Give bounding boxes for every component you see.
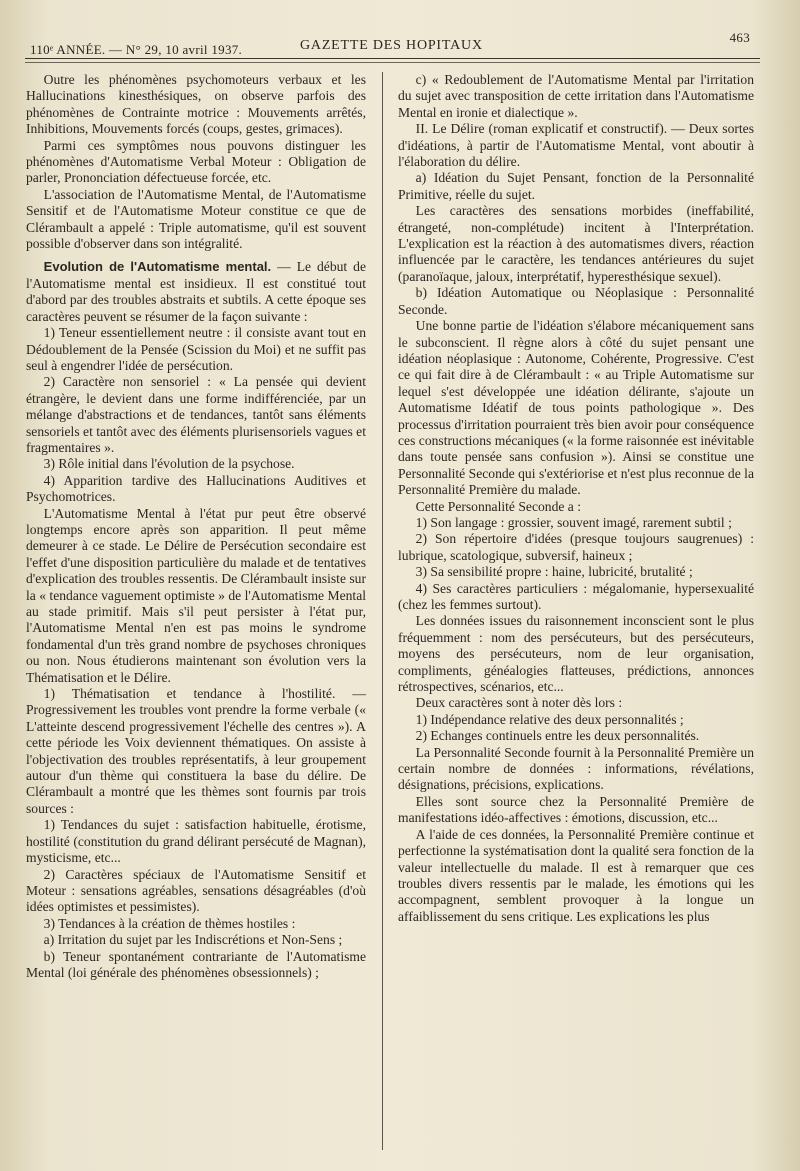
list-item: b) Teneur spontanément contrariante de l'Automatisme Mental (loi générale des phénomènes obsessionnels) ; — [26, 948, 366, 980]
paragraph: Parmi ces symptômes nous pouvons distinguer les phénomènes d'Automatisme Verbal Moteur : Obligation de parler, Prononciation défectueuse forcée, etc. — [26, 137, 366, 186]
section-paragraph — [26, 259, 366, 325]
paragraph: L'association de l'Automatisme Mental, de l'Automatisme Sensitif et de l'Automatisme Moteur constitue ce que de Clérambault a appelé : Triple automatisme, qu'il est souvent possible d'observer dans son intégralité. — [26, 186, 366, 252]
page-header — [30, 30, 750, 57]
left-column — [26, 72, 366, 981]
list-item: 3) Rôle initial dans l'évolution de la psychose. — [43, 456, 295, 472]
header-rule-thin — [25, 62, 760, 63]
list-item: 1) Tendances du sujet : satisfaction habituelle, érotisme, hostilité (constitution du grand délirant persécuté de Magnan), mysticisme, etc... — [26, 817, 366, 866]
list-item: 1) Teneur essentiellement neutre : il consiste avant tout en Dédoublement de la Pensée (Scission du Moi) et ne suffit pas seul à engendrer l'idée de persécution. — [26, 325, 366, 373]
paragraph: II. Le Délire (roman explicatif et constructif). — Deux sortes d'idéations, à partir de l'Automatisme Mental, vont aboutir à l'élaboration du délire. — [398, 121, 754, 170]
paragraph: Les données issues du raisonnement inconscient sont le plus fréquemment : nom des persécuteurs, but des persécuteurs, moyens des persécuteurs, nom de leur organisation, compliments, généalogies flatteuses, prédictions, annonces rétrospectives, scénarios, etc... — [398, 613, 754, 695]
list-item: 2) Echanges continuels entre les deux personnalités. — [415, 728, 700, 744]
right-column — [398, 72, 754, 925]
issue-info: 110ᵉ ANNÉE. — N° 29, 10 avril 1937. — [30, 42, 243, 57]
paragraph: La Personnalité Seconde fournit à la Personnalité Première un certain nombre de données : informations, révélations, désignations, précisions, explications. — [398, 744, 754, 793]
journal-title: GAZETTE DES HOPITAUX — [300, 38, 483, 53]
paragraph: Elles sont source chez la Personnalité Première de manifestations idéo-affectives : émotions, discussion, etc... — [398, 793, 754, 826]
paragraph: 1) Thématisation et tendance à l'hostilité. — Progressivement les troubles vont prendre la forme verbale (« L'atteinte descend progressivement l'échelle des centres »). A cette période les Voix deviennent thématiques. On assiste à l'objectivation des troubles représentatifs, à leur groupement autour d'un thème qui constituera la base du délire. De Clérambault a montré que les thèmes sont fournis par trois sources : — [26, 686, 366, 816]
paragraph: b) Idéation Automatique ou Néoplasique : Personnalité Seconde. — [398, 285, 754, 317]
list-item: 1) Son langage : grossier, souvent imagé, rarement subtil ; — [415, 514, 732, 530]
list-item: 1) Indépendance relative des deux personnalités ; — [415, 711, 684, 727]
paragraph: c) « Redoublement de l'Automatisme Mental par l'irritation du sujet avec transposition de cette irritation dans l'Automatisme Mental en ironie et dialectique ». — [398, 72, 754, 120]
paragraph: Outre les phénomènes psychomoteurs verbaux et les Hallucinations kinesthésiques, on observe parfois des phénomènes de Contrainte motrice : Mouvements arrêtés, Inhibitions, Mouvements forcés (coups, gestes, grimaces). — [26, 72, 366, 137]
list-item: 3) Tendances à la création de thèmes hostiles : — [43, 915, 296, 931]
list-item: 2) Caractère non sensoriel : « La pensée qui devient étrangère, le devient dans une forme indifférenciée, par un mélange d'abstractions et de tendances, tantôt sans éléments sensoriels et tantôt avec des éléments plurisensoriels vagues et fragmentaires ». — [26, 374, 366, 455]
list-item: 4) Apparition tardive des Hallucinations Auditives et Psychomotrices. — [26, 472, 366, 505]
paragraph: a) Idéation du Sujet Pensant, fonction de la Personnalité Primitive, réelle du sujet. — [398, 170, 754, 202]
list-item: 2) Son répertoire d'idées (presque toujours saugrenues) : lubrique, scatologique, subversif, haineux ; — [398, 531, 754, 563]
page-number: 463 — [729, 30, 750, 45]
paragraph: Deux caractères sont à noter dès lors : — [415, 695, 623, 711]
column-divider — [382, 72, 383, 1150]
header-rule — [25, 58, 760, 59]
list-item: a) Irritation du sujet par les Indiscrétions et Non-Sens ; — [43, 932, 343, 948]
paragraph: A l'aide de ces données, la Personnalité Première continue et perfectionne la systématisation dont la qualité sera fonction de la valeur intellectuelle du malade. Il est à remarquer que ces troubles divers ressentis par le malade, les émotions qui les accompagnent, semblent provoquer à la longue un affaiblissement du sens critique. Les explications les plus — [398, 826, 754, 924]
section-text: — Le début de l'Automatisme mental est insidieux. Il est constitué tout d'abord par des troubles abstraits et subtils. A cette époque ses caractères peuvent se résumer de la façon suivante : — [26, 259, 366, 324]
list-item: 4) Ses caractères particuliers : mégalomanie, hypersexualité (chez les femmes surtout). — [398, 580, 754, 612]
paragraph: L'Automatisme Mental à l'état pur peut être observé longtemps encore après son apparition. Il peut même demeurer à ce stade. Le Délire de Persécution secondaire est l'effet d'une disposition particulière du malade et de tentatives d'explication des troubles ressentis. De Clérambault insiste sur la « tendance vaguement optimiste » de l'Automatisme Mental au stade primitif. Mais s'il peut persister à l'état pur, l'Automatisme Mental n'en est pas moins le syndrome fondamental d'un très grand nombre de psychoses chroniques ou non. Nous étudierons maintenant son évolution vers la Thématisation et le Délire. — [26, 505, 366, 685]
section-heading: Evolution de l'Automatisme mental. — [43, 259, 272, 275]
list-item: 2) Caractères spéciaux de l'Automatisme Sensitif et Moteur : sensations agréables, sensations désagréables (d'où idées optimistes et pessimistes). — [26, 866, 366, 915]
list-item: 3) Sa sensibilité propre : haine, lubricité, brutalité ; — [415, 564, 693, 580]
paragraph: Cette Personnalité Seconde a : — [415, 498, 582, 514]
paragraph: Une bonne partie de l'idéation s'élabore mécaniquement sans le subconscient. Il règne alors à côté du sujet pensant une idéation néoplasique : Autonome, Cohérente, Progressive. C'est ce qui fait dire à de Clérambault : « au Triple Automatisme sur lequel s'est développée une idéation délirante, s'ajoute un Automatisme Idéatif de tous points pathologique ». Des processus d'irritation pourraient très bien avoir pour conséquence ces constructions mécaniques (« la forme raisonnée est inévitable dans toute pensée sans confusion »). Ainsi se constitue une Personnalité Seconde qui s'extériorise et n'est plus reconnue de la Personnalité Première du malade. — [398, 318, 754, 498]
paragraph: Les caractères des sensations morbides (ineffabilité, étrangeté, non-complétude) incitent à l'Interprétation. L'explication est la réaction à des automatismes divers, réaction influencée par le caractère, les tendances antérieures du sujet (paranoïaque, jaloux, interprétatif, hyperesthésique sexuel). — [398, 203, 754, 284]
